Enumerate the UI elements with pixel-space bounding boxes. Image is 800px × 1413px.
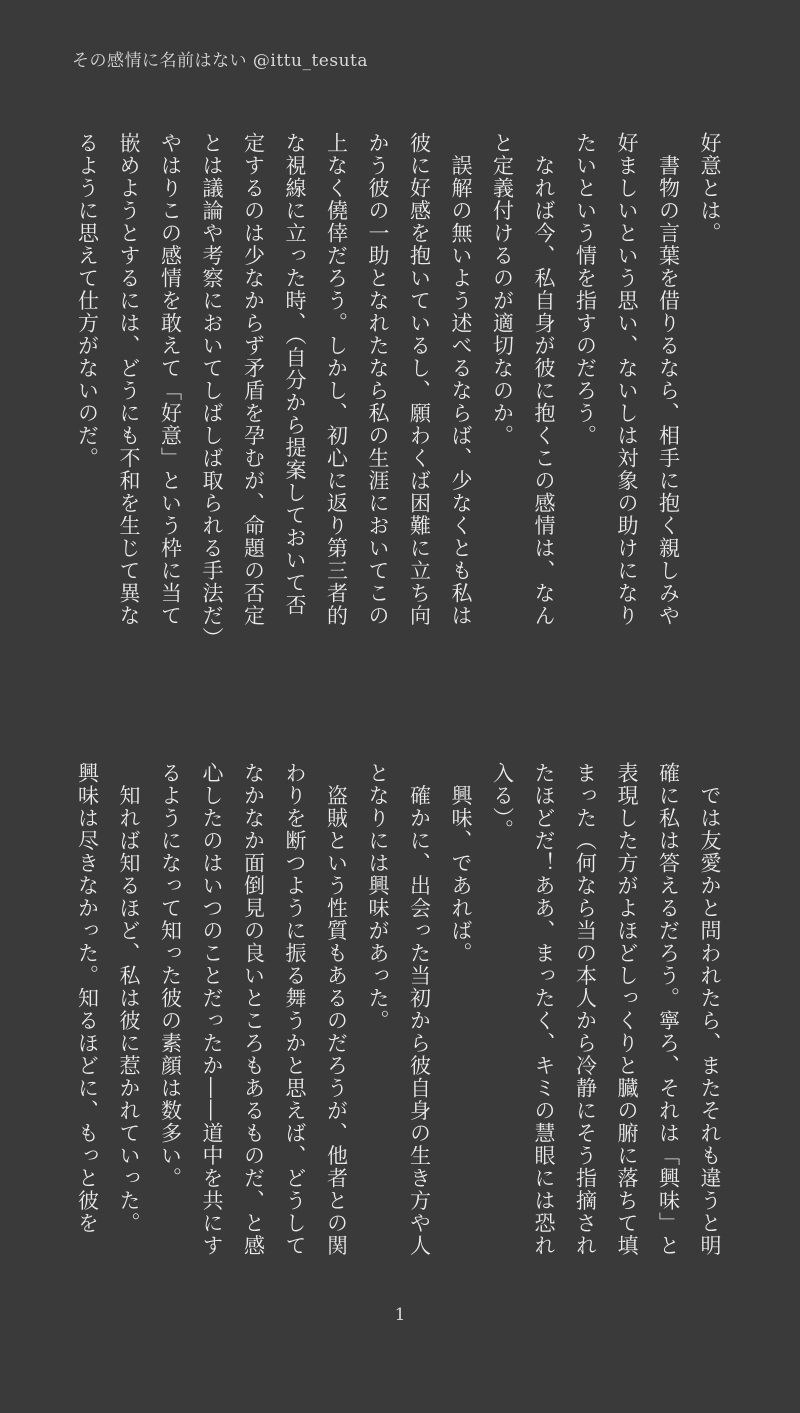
text-line: なれば今、私自身が彼に抱くこの感情は、なん	[532, 132, 556, 627]
text-line: 盗賊という性質もあるのだろうが、他者との関	[324, 762, 349, 1257]
text-line: 好意とは。	[698, 132, 722, 245]
text-line: たほどだ！ああ、まったく、キミの慧眼には恐れ	[532, 762, 556, 1257]
text-line: 知れば知るほど、私は彼に惹かれていった。	[117, 762, 141, 1235]
text-line: と定義付けるのが適切なのか。	[490, 132, 515, 447]
page-number: 1	[394, 1305, 406, 1325]
text-line: 入る）。	[490, 762, 515, 842]
text-line: 嵌めようとするには、どうにも不和を生じて異な	[117, 132, 141, 627]
text-line: では友愛かと問われたら、またそれも違うと明	[698, 762, 722, 1257]
text-line: まった（何なら当の本人から冷静にそう指摘され	[573, 762, 598, 1257]
text-block-lower	[66, 762, 730, 1307]
text-line: 誤解の無いよう述べるならば、少なくとも私は	[449, 132, 473, 627]
text-line: たいという情を指すのだろう。	[573, 132, 598, 447]
text-line: とは議論や考察においてしばしば取られる手法だ）	[200, 132, 224, 650]
text-line: 表現した方がよほどしっくりと臓の腑に落ちて填	[615, 762, 639, 1257]
text-line: なかなか面倒見の良いところもあるものだ、と感	[241, 762, 266, 1257]
text-line: 上なく僥倖だろう。しかし、初心に返り第三者的	[324, 132, 349, 627]
text-line: 興味は尽きなかった。知るほどに、もっと彼を	[75, 762, 100, 1235]
text-line: 定するのは少なからず矛盾を孕むが、命題の否定	[241, 132, 266, 627]
text-line: 確に私は答えるだろう。寧ろ、それは「興味」と	[656, 762, 681, 1257]
text-line: 興味、であれば。	[449, 762, 473, 965]
text-line: るようになって知った彼の素顔は数多い。	[158, 762, 183, 1190]
text-block-upper	[66, 132, 730, 677]
text-line: 書物の言葉を借りるなら、相手に抱く親しみや	[656, 132, 681, 627]
header-title: その感情に名前はない @ittu_tesuta	[72, 51, 368, 71]
text-line: やはりこの感情を敢えて「好意」という枠に当て	[158, 132, 183, 627]
text-line: 心したのはいつのことだったか――道中を共にす	[200, 762, 224, 1257]
text-line: 確かに、出会った当初から彼自身の生き方や人	[407, 762, 432, 1257]
text-line: な視線に立った時、（自分から提案しておいて否	[283, 132, 307, 617]
text-line: 好ましいという思い、ないしは対象の助けになり	[615, 132, 639, 627]
text-line: 彼に好感を抱いているし、願わくば困難に立ち向	[407, 132, 432, 627]
text-line: となりには興味があった。	[366, 762, 390, 1032]
text-line: かう彼の一助となれたなら私の生涯においてこの	[366, 132, 390, 627]
text-line: わりを断つように振る舞うかと思えば、どうして	[283, 762, 307, 1257]
text-line: るように思えて仕方がないのだ。	[75, 132, 100, 470]
